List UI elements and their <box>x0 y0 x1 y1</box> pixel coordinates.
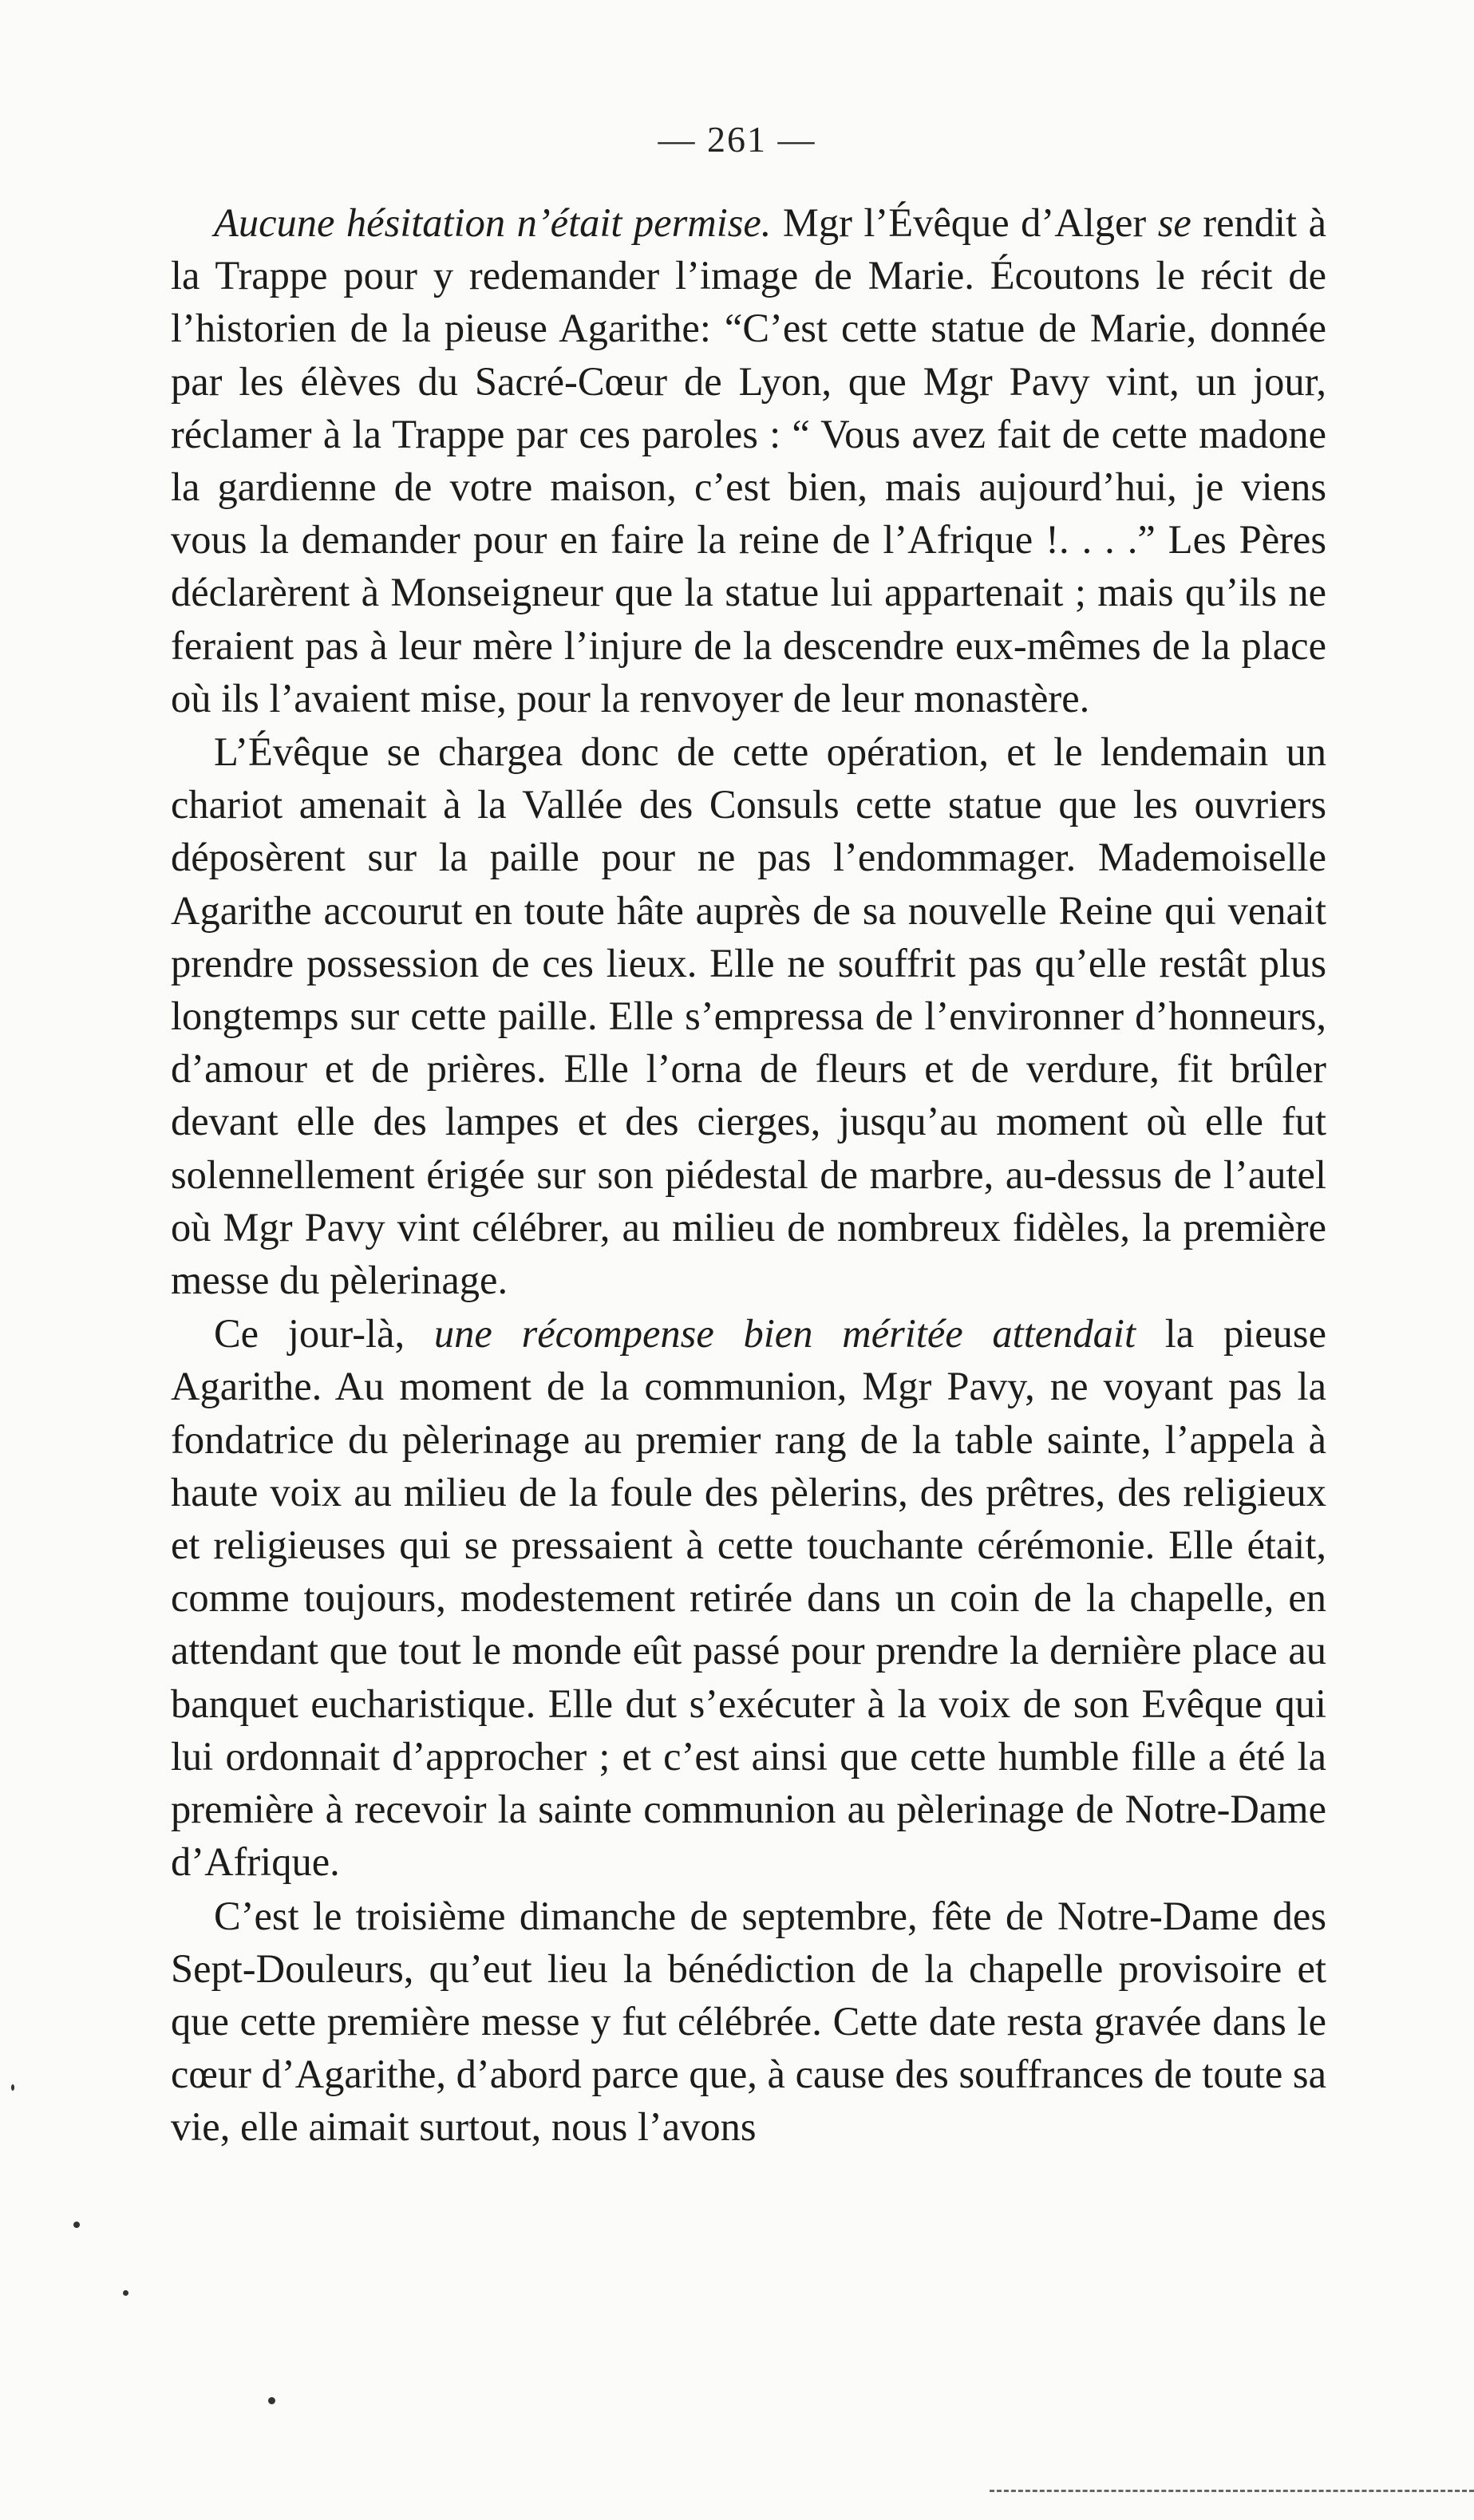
paragraph-4 <box>171 1890 1326 2154</box>
text-segment: rendit à la Trappe pour y redemander l’image de Marie. Écoutons le récit de l’historien de la pieuse Agarithe: “C’est cette statue de Marie, donnée par les élèves du Sacré-Cœur de Lyon, que Mgr Pavy vint, un jour, réclamer à la Trappe par ces paroles : “ Vous avez fait de cette madone la gardienne de votre maison, c’est bien, mais aujourd’hui, je viens vous la demander pour en faire la reine de l’Afrique !. . . .” Les Pères déclarèrent à Monseigneur que la statue lui appartenait ; mais qu’ils ne feraient pas à leur mère l’injure de la descendre eux-mêmes de la place où ils l’avaient mise, pour la renvoyer de leur monastère. <box>171 200 1326 721</box>
body-text <box>171 196 1326 2154</box>
text-segment: une récompense bien méritée attendait <box>433 1311 1136 1357</box>
paragraph-3 <box>171 1307 1326 1888</box>
text-segment: se <box>1157 200 1191 245</box>
text-segment: L’Évêque se chargea donc de cette opération, et le lendemain un chariot amenait à la Vallée des Consuls cette statue que les ouvriers déposèrent sur la paille pour ne pas l’endommager. Mademoiselle Agarithe accourut en toute hâte auprès de sa nouvelle Reine qui venait prendre possession de ces lieux. Elle ne souffrit pas qu’elle restât plus longtemps sur cette paille. Elle s’empressa de l’environner d’honneurs, d’amour et de prières. Elle l’orna de fleurs et de verdure, fit brûler devant elle des lampes et des cierges, jusqu’au moment où elle fut solennellement érigée sur son piédestal de marbre, au-dessus de l’autel où Mgr Pavy vint célébrer, au milieu de nombreux fidèles, la première messe du pèlerinage. <box>171 729 1326 1303</box>
text-segment: Aucune hésitation n’était permise. <box>214 200 772 245</box>
text-segment: Ce jour-là, <box>214 1311 434 1357</box>
scan-edge-line <box>990 2490 1474 2492</box>
text-segment: la pieuse Agarithe. Au moment de la communion, Mgr Pavy, ne voyant pas la fondatrice du pèlerinage au premier rang de la table sainte, l’appela à haute voix au milieu de la foule des pèlerins, des prêtres, des religieux et religieuses qui se pressaient à cette touchante cérémonie. Elle était, comme toujours, modestement retirée dans un coin de la chapelle, en attendant que tout le monde eût passé pour prendre la dernière place au banquet eucharistique. Elle dut s’exécuter à la voix de son Evêque qui lui ordonnait d’approcher ; et c’est ainsi que cette humble fille a été la première à recevoir la sainte communion au pèlerinage de Notre-Dame d’Afrique. <box>171 1311 1326 1885</box>
scan-speck <box>268 2397 275 2404</box>
paragraph-2 <box>171 725 1326 1306</box>
scan-speck <box>123 2290 128 2296</box>
scan-speck <box>73 2222 80 2228</box>
scan-speck <box>11 2084 14 2091</box>
text-segment: C’est le troisième dimanche de septembre, fête de Notre-Dame des Sept-Douleurs, qu’eut lieu la bénédiction de la chapelle provisoire et que cette première messe y fut célébrée. Cette date resta gravée dans le cœur d’Agarithe, d’abord parce que, à cause des souffrances de toute sa vie, elle aimait surtout, nous l’avons <box>171 1893 1326 2150</box>
paragraph-1 <box>171 196 1326 725</box>
page-number: — 261 — <box>658 119 816 160</box>
text-segment: Mgr l’Évêque d’Alger <box>771 200 1158 245</box>
